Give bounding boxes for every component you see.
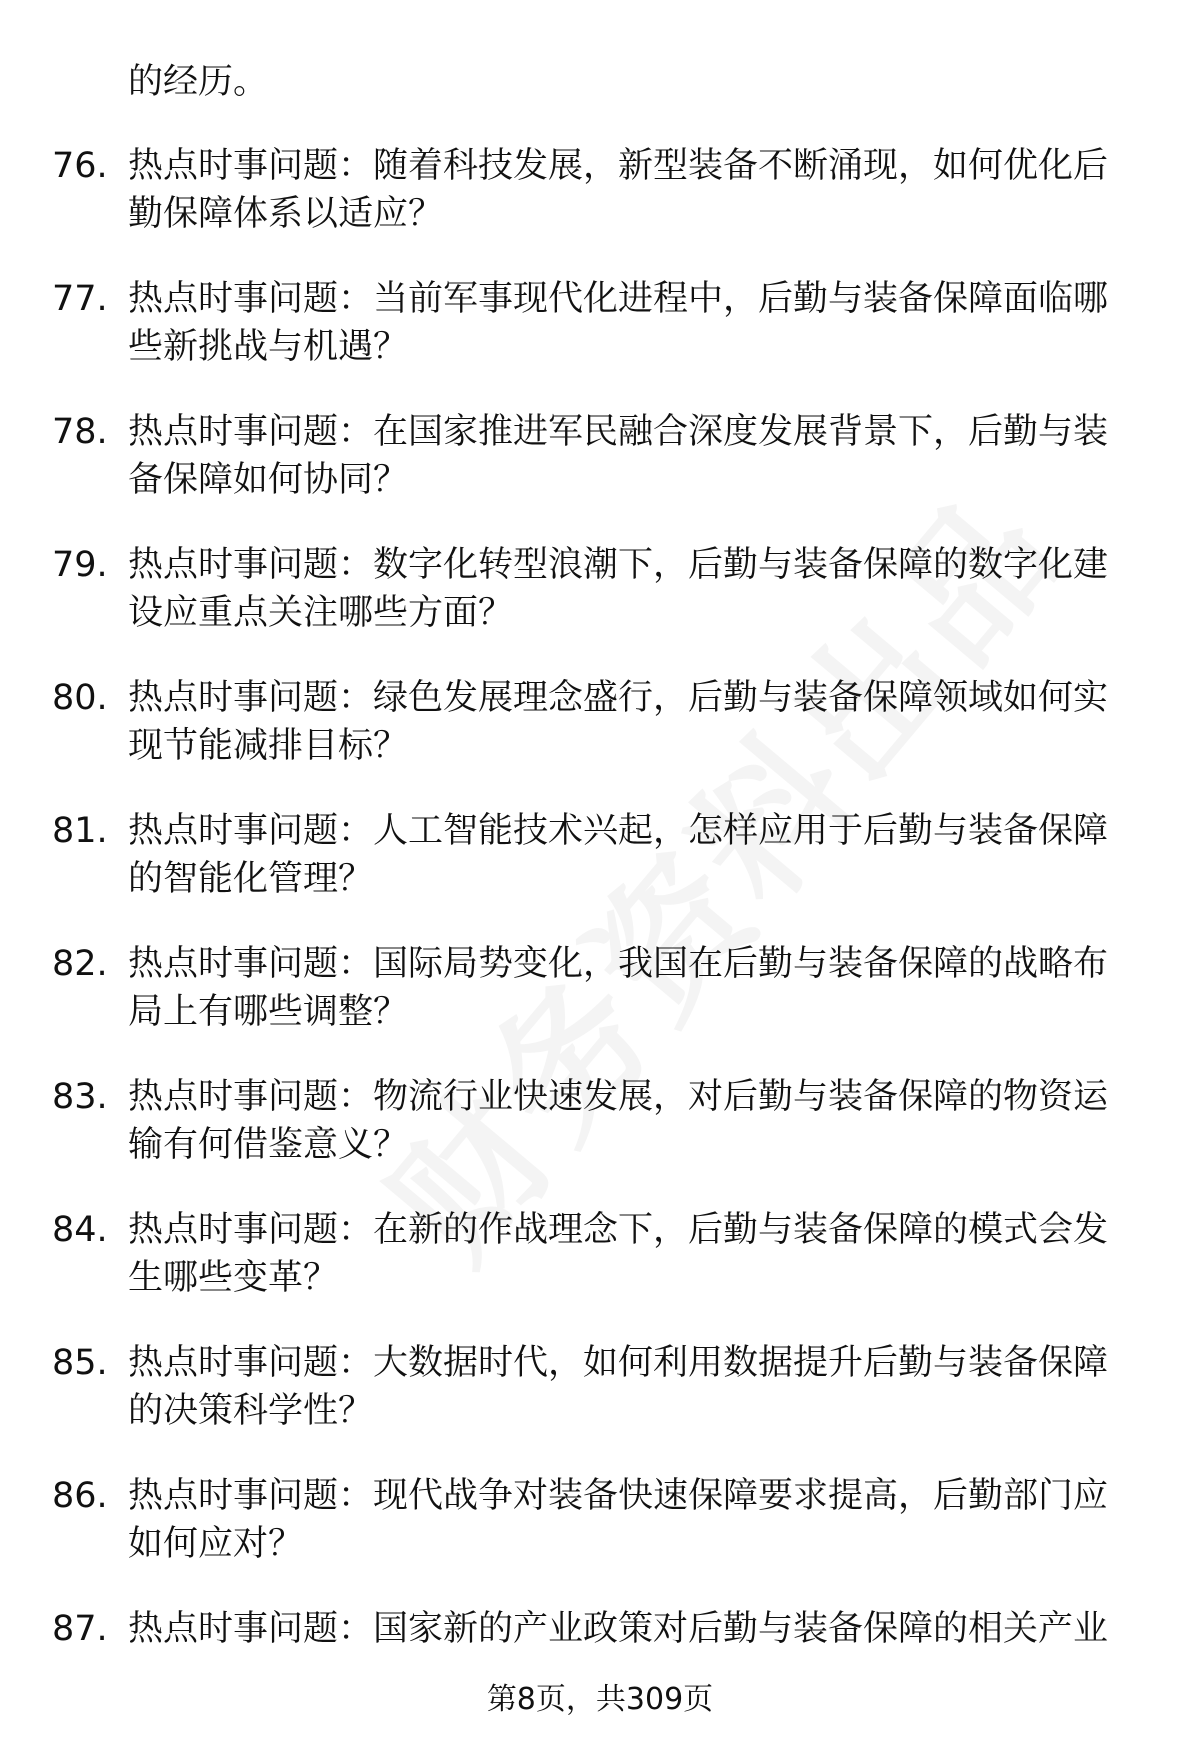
item-number: 86. [52,1476,108,1516]
list-item [0,541,1200,674]
list-item [0,1073,1200,1206]
page-footer: 第8页，共309页 [486,1682,714,1717]
item-number: 79. [52,545,108,585]
list-item [0,1472,1200,1605]
list-item [0,408,1200,541]
item-number: 85. [52,1343,108,1383]
item-text: 热点时事问题：大数据时代，如何利用数据提升后勤与装备保障的决策科学性？ [128,1343,1109,1431]
item-text: 热点时事问题：绿色发展理念盛行，后勤与装备保障领域如何实现节能减排目标？ [128,678,1109,766]
item-number: 84. [52,1210,108,1250]
item-number: 81. [52,811,108,851]
item-text: 热点时事问题：当前军事现代化进程中，后勤与装备保障面临哪些新挑战与机遇？ [128,279,1109,367]
item-text: 热点时事问题：物流行业快速发展，对后勤与装备保障的物资运输有何借鉴意义？ [128,1077,1109,1165]
item-text: 热点时事问题：数字化转型浪潮下，后勤与装备保障的数字化建设应重点关注哪些方面？ [128,545,1109,633]
item-text: 热点时事问题：国家新的产业政策对后勤与装备保障的相关产业 [128,1609,1109,1649]
item-number: 77. [52,279,108,319]
item-number: 78. [52,412,108,452]
list-item [0,142,1200,275]
item-text: 热点时事问题：国际局势变化，我国在后勤与装备保障的战略布局上有哪些调整？ [128,944,1109,1032]
list-item [0,940,1200,1073]
item-number: 80. [52,678,108,718]
item-number: 83. [52,1077,108,1117]
item-number: 87. [52,1609,108,1649]
item-text: 热点时事问题：人工智能技术兴起，怎样应用于后勤与装备保障的智能化管理？ [128,811,1109,899]
item-text: 热点时事问题：在新的作战理念下，后勤与装备保障的模式会发生哪些变革？ [128,1210,1109,1298]
list-item [0,1339,1200,1472]
item-text: 热点时事问题：在国家推进军民融合深度发展背景下，后勤与装备保障如何协同？ [128,412,1109,500]
item-number: 76. [52,146,108,186]
question-list [0,142,1200,1738]
list-item [0,275,1200,408]
item-text: 热点时事问题：随着科技发展，新型装备不断涌现，如何优化后勤保障体系以适应？ [128,146,1109,234]
list-item [0,674,1200,807]
item-text: 热点时事问题：现代战争对装备快速保障要求提高，后勤部门应如何应对？ [128,1476,1109,1564]
item-number: 82. [52,944,108,984]
list-item [0,807,1200,940]
continuation-text: 的经历。 [128,62,269,102]
list-item [0,1206,1200,1339]
